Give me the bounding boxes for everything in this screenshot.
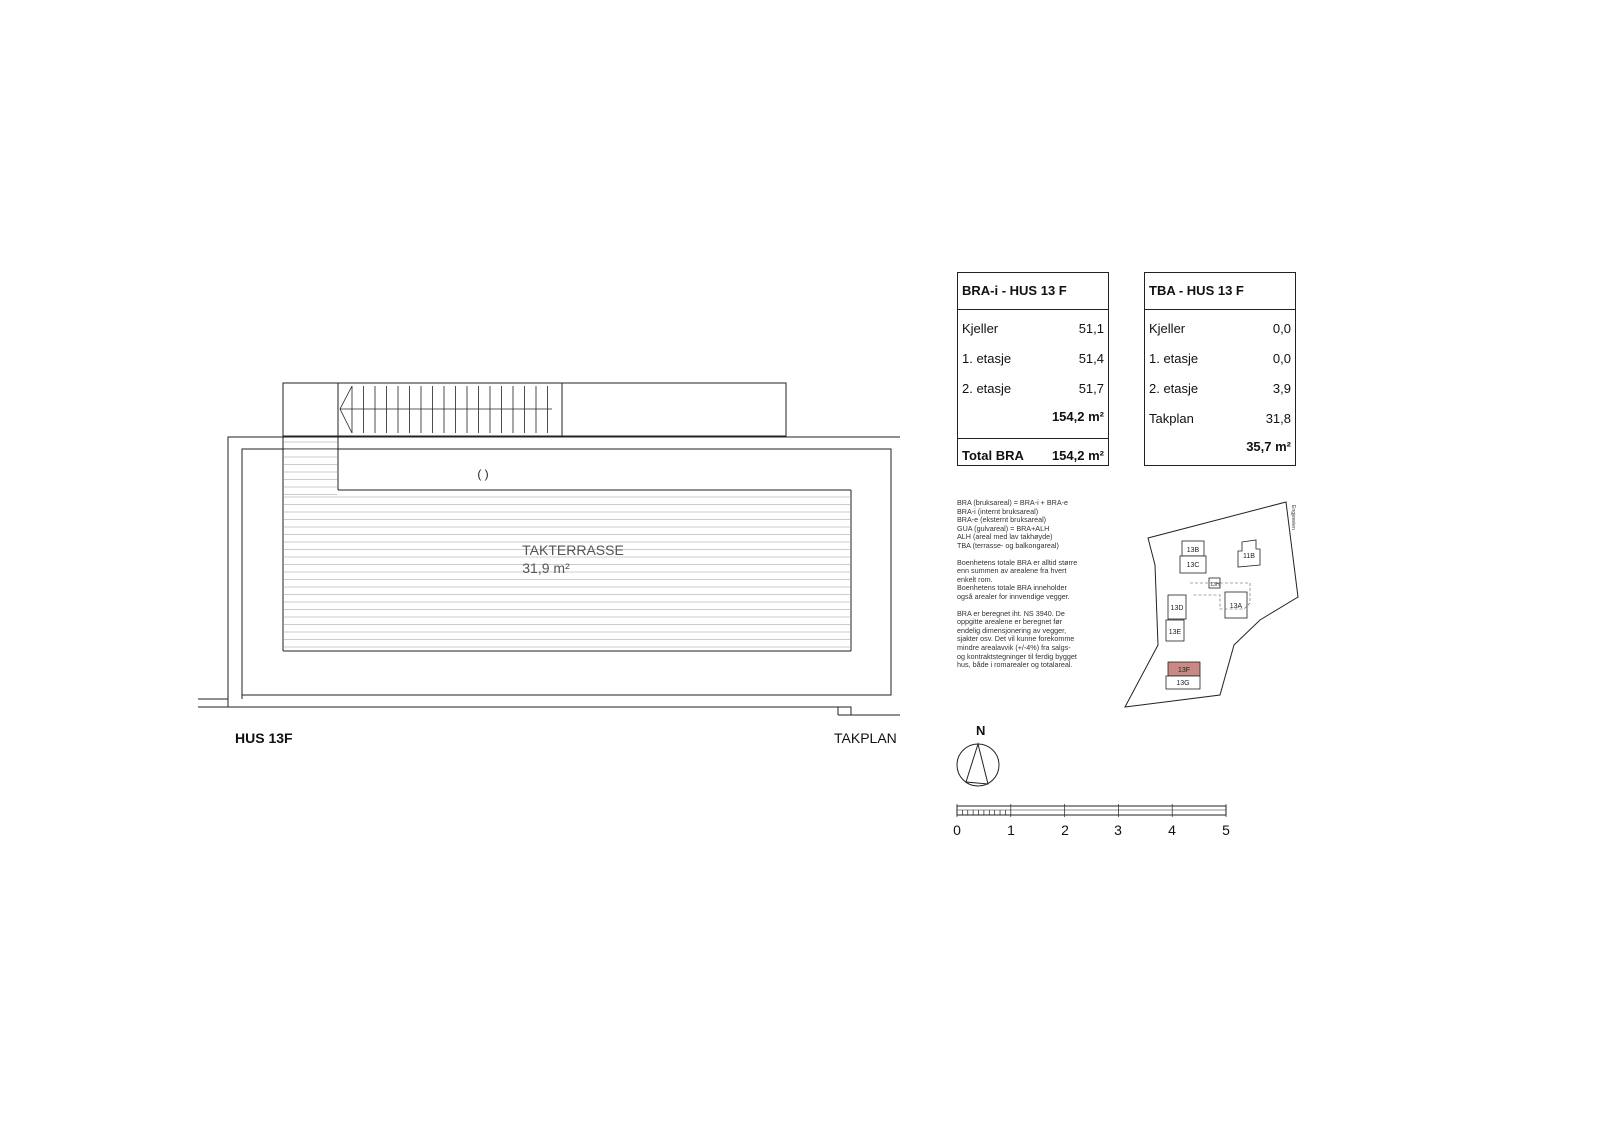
site-map	[1120, 495, 1310, 715]
tba-table-title: TBA - HUS 13 F	[1145, 273, 1295, 310]
table-row: 1. etasje 51,4	[962, 351, 1104, 366]
staircase	[340, 386, 552, 433]
tba-table	[1144, 272, 1296, 466]
compass-icon	[955, 741, 1005, 791]
table-row: Kjeller 0,0	[1149, 321, 1291, 336]
room-name: TAKTERRASSE	[522, 542, 624, 558]
table-row: 2. etasje 3,9	[1149, 381, 1291, 396]
table-row: 1. etasje 0,0	[1149, 351, 1291, 366]
table-row: Takplan 31,8	[1149, 411, 1291, 426]
bra-total-row: Total BRA 154,2 m²	[958, 438, 1108, 473]
scale-label: 3	[1114, 822, 1122, 838]
bra-table-title: BRA-i - HUS 13 F	[958, 273, 1108, 310]
drain-symbol: ( )	[477, 467, 489, 481]
scale-label: 2	[1061, 822, 1069, 838]
bra-sum: 154,2 m²	[1051, 409, 1104, 424]
floor-plan	[0, 0, 900, 760]
floor-label: TAKPLAN	[834, 730, 897, 746]
bra-table	[957, 272, 1109, 466]
svg-text:13E: 13E	[1168, 629, 1182, 636]
scale-label: 0	[953, 822, 961, 838]
tba-sum: 35,7 m²	[1246, 439, 1291, 454]
scale-bar	[950, 800, 1240, 842]
table-row: 2. etasje 51,7	[962, 381, 1104, 396]
svg-text:13G: 13G	[1176, 680, 1190, 687]
site-boundary	[1125, 502, 1298, 707]
scale-label: 4	[1168, 822, 1176, 838]
road-label: Engjeveien	[1290, 505, 1296, 530]
svg-text:13F: 13F	[1177, 667, 1191, 674]
svg-text:13H: 13H	[1210, 582, 1220, 588]
room-area: 31,9 m²	[522, 560, 570, 576]
scale-label: 1	[1007, 822, 1015, 838]
compass-north-label: N	[976, 723, 986, 738]
scale-label: 5	[1222, 822, 1230, 838]
svg-text:13A: 13A	[1229, 603, 1243, 610]
svg-text:13D: 13D	[1170, 605, 1184, 612]
outer-wall	[228, 437, 900, 715]
house-label: HUS 13F	[235, 730, 293, 746]
table-row: Kjeller 51,1	[962, 321, 1104, 336]
area-notes: BRA (bruksareal) = BRA-i + BRA-e BRA-i (internt bruksareal) BRA-e (eksternt bruksareal) GUA (gulvareal) = BRA+ALH ALH (areal med lav takhøyde) TBA (terrasse- og balkongareal) Boenhetens totale BRA er alltid større enn summen av arealene fra hvert enkelt rom. Boenhetens totale BRA inneholder også arealer for innvendige vegger. BRA er beregnet iht. NS 3940. De oppgitte arealene er beregnet før endelig dimensjonering av vegger, sjakter osv. Det vil kunne forekomme mindre arealavvik (+/-4%) fra salgs- og kontraktstegninger til ferdig bygget hus, både i romarealer og totalareal.	[957, 498, 1078, 670]
roof-access-block	[283, 383, 786, 436]
svg-text:13C: 13C	[1186, 562, 1200, 569]
svg-text:11B: 11B	[1243, 553, 1255, 560]
svg-text:13B: 13B	[1186, 547, 1200, 554]
